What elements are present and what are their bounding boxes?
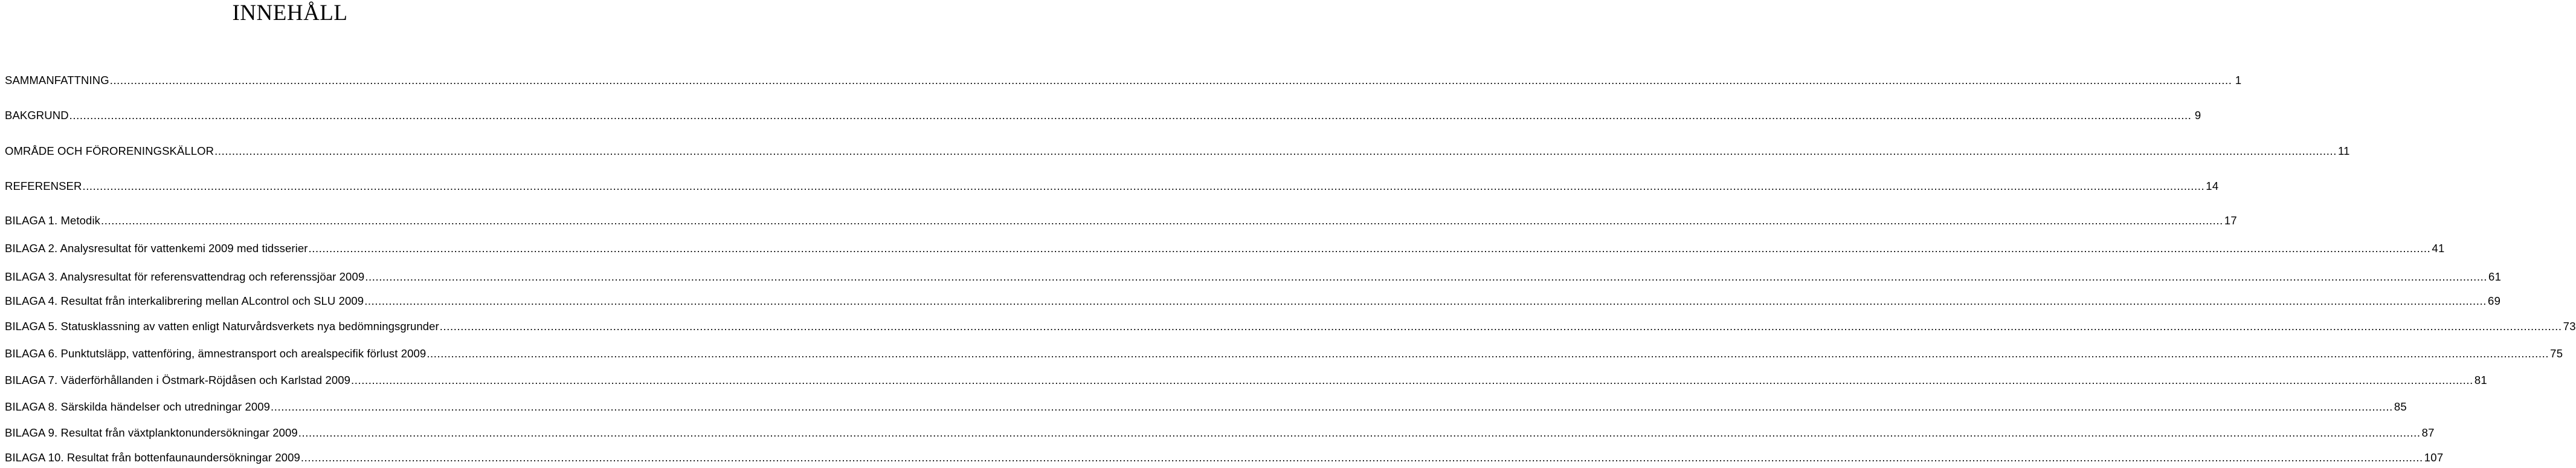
dot-leader [214, 142, 2337, 160]
dot-leader [427, 345, 2549, 363]
toc-entry-label: BILAGA 9. Resultat från växtplanktonundersökningar 2009 [5, 426, 298, 439]
toc-entry-sammanfattning[interactable] [5, 71, 2242, 89]
toc-entry-label: BILAGA 10. Resultat från bottenfaunaundersökningar 2009 [5, 451, 300, 464]
dot-leader [101, 212, 2223, 230]
dot-leader [110, 71, 2232, 89]
toc-entry-page-number: 61 [2488, 270, 2502, 283]
toc-entry-page-number: 85 [2394, 400, 2407, 413]
toc-entry-bilaga-2[interactable] [5, 239, 2445, 258]
dot-leader [364, 292, 2487, 310]
toc-entry-label: BILAGA 5. Statusklassning av vatten enligt Naturvårdsverkets nya bedömningsgrunder [5, 320, 439, 333]
toc-entry-bilaga-3[interactable] [5, 268, 2502, 286]
dot-leader [440, 317, 2562, 336]
toc-entry-page-number: 69 [2488, 294, 2501, 307]
toc-entry-page-number: 1 [2235, 74, 2242, 86]
toc-entry-page-number: 75 [2550, 347, 2563, 360]
page-title: INNEHÅLL [232, 1, 348, 25]
dot-leader [298, 424, 2421, 442]
toc-entry-page-number: 14 [2206, 180, 2219, 192]
toc-entry-page-number: 87 [2421, 426, 2435, 439]
toc-entry-bilaga-7[interactable] [5, 371, 2487, 389]
toc-entry-page-number: 11 [2337, 145, 2350, 157]
dot-leader [271, 398, 2393, 416]
dot-leader [301, 449, 2423, 467]
toc-entry-bilaga-10[interactable] [5, 449, 2444, 467]
dot-leader [365, 268, 2487, 286]
toc-entry-omrade[interactable] [5, 142, 2350, 160]
toc-entry-label: SAMMANFATTNING [5, 74, 109, 86]
toc-entry-bakgrund[interactable] [5, 106, 2201, 125]
toc-entry-label: BILAGA 7. Väderförhållanden i Östmark-Röjdåsen och Karlstad 2009 [5, 374, 350, 386]
toc-entry-bilaga-8[interactable] [5, 398, 2407, 416]
toc-entry-label: BILAGA 6. Punktutsläpp, vattenföring, ämnestransport och arealspecifik förlust 2009 [5, 347, 427, 360]
toc-entry-label: BILAGA 3. Analysresultat för referensvattendrag och referenssjöar 2009 [5, 270, 365, 283]
toc-entry-page-number: 81 [2474, 374, 2487, 386]
toc-entry-label: BILAGA 8. Särskilda händelser och utredningar 2009 [5, 400, 270, 413]
toc-entry-label: BILAGA 1. Metodik [5, 214, 101, 227]
toc-entry-label: BILAGA 4. Resultat från interkalibrering mellan ALcontrol och SLU 2009 [5, 294, 364, 307]
toc-entry-label: OMRÅDE OCH FÖRORENINGSKÄLLOR [5, 145, 214, 157]
toc-entry-bilaga-5[interactable] [5, 317, 2576, 336]
dot-leader [82, 177, 2204, 195]
dot-leader [309, 239, 2431, 258]
toc-entry-label: BAKGRUND [5, 109, 69, 122]
toc-entry-label: BILAGA 2. Analysresultat för vattenkemi 2009 med tidsserier [5, 242, 308, 255]
toc-entry-page-number: 107 [2424, 451, 2444, 464]
toc-entry-bilaga-1[interactable] [5, 212, 2238, 230]
toc-entry-label: REFERENSER [5, 180, 82, 192]
toc-entry-page-number: 41 [2432, 242, 2445, 255]
dot-leader [351, 371, 2473, 389]
dot-leader [69, 106, 2192, 125]
toc-entry-bilaga-6[interactable] [5, 345, 2563, 363]
toc-entry-page-number: 17 [2224, 214, 2238, 227]
toc-entry-bilaga-9[interactable] [5, 424, 2435, 442]
toc-entry-bilaga-4[interactable] [5, 292, 2501, 310]
toc-entry-page-number: 73 [2563, 320, 2576, 333]
toc-entry-referenser[interactable] [5, 177, 2219, 195]
toc-entry-page-number: 9 [2194, 109, 2201, 122]
